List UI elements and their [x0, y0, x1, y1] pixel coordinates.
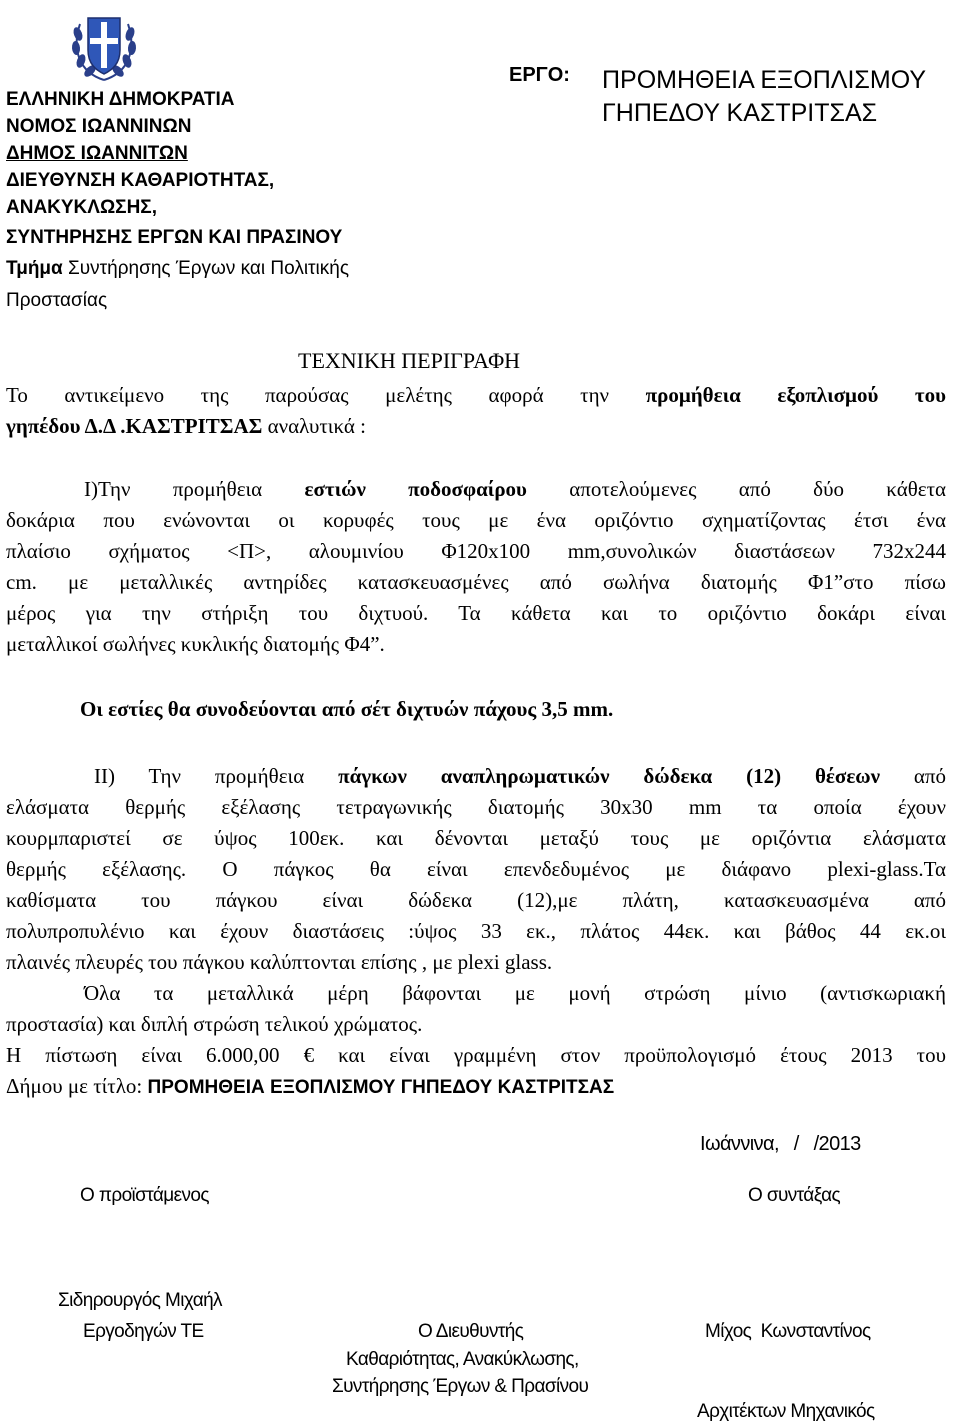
item2-prefix: ΙΙ) Την προμήθεια — [94, 764, 339, 788]
item1-line6: μεταλλικοί σωλήνες κυκλικής διατομής Φ4”. — [6, 632, 385, 656]
header-department-2: Προστασίας — [6, 290, 108, 311]
item1-prefix: Ι)Την προμήθεια — [84, 477, 305, 501]
paint-line2: προστασία) και διπλή στρώση τελικού χρώματος. — [6, 1012, 423, 1036]
credit-line2 — [6, 1071, 946, 1104]
author-name: Μίχος Κωνσταντίνος — [705, 1321, 871, 1342]
project-title-line2: ΓΗΠΕΔΟΥ ΚΑΣΤΡΙΤΣΑΣ — [602, 99, 878, 127]
intro-text: Το αντικείμενο της παρούσας μελέτης αφορά την — [6, 383, 646, 407]
project-title-line1: ΠΡΟΜΗΘΕΙΑ ΕΞΟΠΛΙΣΜΟΥ — [602, 66, 927, 94]
intro-subject-2: γηπέδου Δ.Δ .ΚΑΣΤΡΙΤΣΑΣ — [6, 414, 263, 438]
item2-rest: από — [880, 764, 946, 788]
item2-line1 — [6, 761, 946, 792]
header-line-prefecture: ΝΟΜΟΣ ΙΩΑΝΝΙΝΩΝ — [6, 116, 192, 137]
item1-line2: δοκάρια που ενώνονται οι κορυφές τους με ένα οριζόντιο σχηματίζοντας έτσι ένα — [6, 508, 946, 532]
header-line-directorate-2: ΑΝΑΚΥΚΛΩΣΗΣ, — [6, 197, 157, 218]
paint-line1: Όλα τα μεταλλικά μέρη βάφονται με μονή στρώση μίνιο (αντισκωριακή — [84, 981, 946, 1005]
director-line2: Συντήρησης Έργων & Πρασίνου — [332, 1376, 589, 1397]
item2-line2: ελάσματα θερμής εξέλασης τετραγωνικής διατομής 30x30 mm τα οποία έχουν — [6, 795, 946, 819]
department-label: Τμήμα — [6, 258, 63, 279]
director-label: Ο Διευθυντής — [418, 1321, 524, 1342]
item2-line6: πολυπροπυλένιο και έχουν διαστάσεις :ύψος 33 εκ., πλάτος 44εκ. και βάθος 44 εκ.οι — [6, 919, 946, 943]
item1-subject: εστιών ποδοσφαίρου — [304, 477, 527, 501]
item2-line5: καθίσματα του πάγκου είναι δώδεκα (12),με πλάτη, κατασκευασμένα από — [6, 888, 946, 912]
item1-rest: αποτελούμενες από δύο κάθετα — [526, 477, 947, 501]
intro-line1 — [6, 380, 946, 411]
header-department — [6, 255, 349, 282]
credit-project-title: ΠΡΟΜΗΘΕΙΑ ΕΞΟΠΛΙΣΜΟΥ ΓΗΠΕΔΟΥ ΚΑΣΤΡΙΤΣΑΣ — [147, 1077, 615, 1098]
intro-subject: προμήθεια εξοπλισμού του — [645, 383, 946, 407]
intro-line2 — [6, 411, 946, 442]
author-title: Αρχιτέκτων Μηχανικός — [697, 1401, 875, 1422]
author-label: Ο συντάξας — [748, 1185, 841, 1206]
header-line-directorate-3: ΣΥΝΤΗΡΗΣΗΣ ΕΡΓΩΝ ΚΑΙ ΠΡΑΣΙΝΟΥ — [6, 227, 343, 248]
header-line-country: ΕΛΛΗΝΙΚΗ ΔΗΜΟΚΡΑΤΙΑ — [6, 89, 235, 110]
item1-note: Οι εστίες θα συνοδεύονται από σέτ διχτυών πάχους 3,5 mm. — [80, 697, 614, 721]
item1-line4: cm. με μεταλλικές αντηρίδες κατασκευασμένες από σωλήνα διατομής Φ1”στο πίσω — [6, 570, 946, 594]
item1-line3: πλαίσιο σχήματος <Π>, αλουμινίου Φ120x100 mm,συνολικών διαστάσεων 732x244 — [6, 539, 946, 563]
header-line-municipality: ΔΗΜΟΣ ΙΩΑΝΝΙΤΩΝ — [6, 143, 188, 164]
item2-subject: πάγκων αναπληρωματικών δώδεκα (12) θέσεων — [338, 764, 881, 788]
item1-line1 — [6, 474, 946, 505]
head-name: Σιδηρουργός Μιχαήλ — [58, 1290, 222, 1311]
head-label: Ο προϊστάμενος — [80, 1185, 209, 1206]
head-title: Εργοδηγών ΤΕ — [83, 1321, 204, 1342]
item2-line4: θερμής εξέλασης. Ο πάγκος θα είναι επενδεδυμένος με διάφανο plexi-glass.Τα — [6, 857, 946, 881]
credit-prefix: Δήμου με τίτλο: — [6, 1074, 148, 1098]
item1-line5: μέρος για την στήριξη του διχτυού. Τα κάθετα και το οριζόντιο δοκάρι είναι — [6, 601, 946, 625]
coat-of-arms-emblem — [68, 10, 140, 84]
item2-line7: πλαινές πλευρές του πάγκου καλύπτονται επίσης , με plexi glass. — [6, 950, 553, 974]
intro-suffix: αναλυτικά : — [262, 414, 366, 438]
director-line1: Καθαριότητας, Ανακύκλωσης, — [346, 1349, 579, 1370]
header-line-directorate: ΔΙΕΥΘΥΝΣΗ ΚΑΘΑΡΙΟΤΗΤΑΣ, — [6, 170, 275, 191]
department-name: Συντήρησης Έργων και Πολιτικής — [62, 258, 349, 279]
date-line: Ιωάννινα, / /2013 — [700, 1133, 861, 1155]
credit-line1: Η πίστωση είναι 6.000,00 € και είναι γραμμένη στον προϋπολογισμό έτους 2013 του — [6, 1043, 946, 1067]
section-title: ΤΕΧΝΙΚΗ ΠΕΡΙΓΡΑΦΗ — [298, 348, 521, 373]
item2-line3: κουρμπαριστεί σε ύψος 100εκ. και δένονται μεταξύ τους με οριζόντια ελάσματα — [6, 826, 946, 850]
project-label: ΕΡΓΟ: — [509, 64, 570, 86]
